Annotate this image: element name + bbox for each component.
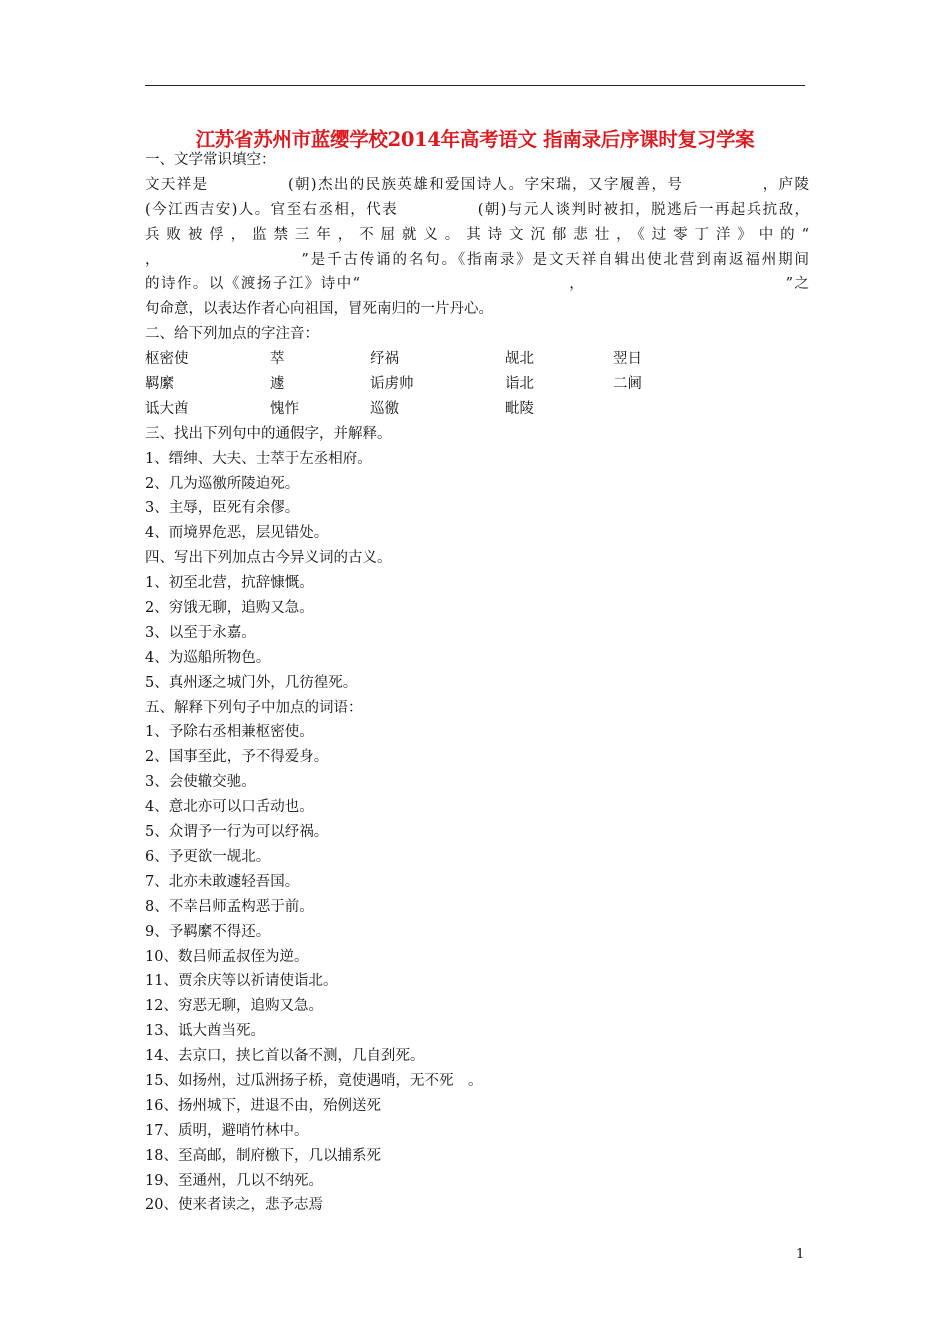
list-item: 2、国事至此，予不得爱身。 [145, 749, 329, 766]
list-item: 4、意北亦可以口舌动也。 [145, 799, 314, 816]
document-body [145, 148, 809, 1218]
document-title: 江苏省苏州市蓝缨学校2014年高考语文 指南录后序课时复习学案 [195, 128, 755, 151]
list-item: 4、而境界危恶，层见错处。 [145, 525, 329, 542]
pinyin-word: 纾祸 [370, 351, 399, 368]
list-item: 19、至通州，几以不纳死。 [145, 1172, 323, 1189]
list-item: 5、真州逐之城门外，几彷徨死。 [145, 674, 358, 691]
list-item: 14、去京口，挟匕首以备不测，几自刭死。 [145, 1048, 425, 1065]
pinyin-word: 枢密使 [145, 351, 189, 368]
list-item: 5、众谓予一行为可以纾祸。 [145, 824, 329, 841]
pinyin-word [613, 397, 733, 422]
header-rule [145, 85, 805, 86]
section-heading-2: 二、给下列加点的字注音： [145, 326, 319, 343]
list-item: 7、北亦未敢遽轻吾国。 [145, 873, 300, 890]
list-item: 4、为巡船所物色。 [145, 649, 271, 666]
pinyin-word: 羁縻 [145, 376, 174, 393]
pinyin-word: 遽 [270, 376, 285, 393]
list-item: 12、穷恶无聊，追购又急。 [145, 998, 323, 1015]
section-heading-1: 一、文学常识填空： [145, 152, 276, 168]
list-item: 9、予羁縻不得还。 [145, 923, 271, 940]
pinyin-word: 翌日 [613, 351, 642, 368]
paragraph-line: 文天祥是 (朝)杰出的民族英雄和爱国诗人。字宋瑞，又字履善，号 ，庐陵 [145, 176, 809, 193]
list-item: 20、使来者读之，悲予志焉 [145, 1197, 323, 1214]
section-heading-4: 四、写出下列加点古今异义词的古义。 [145, 550, 392, 567]
list-item: 16、扬州城下，进退不由，殆例送死 [145, 1097, 381, 1114]
pinyin-word: 诟虏帅 [370, 376, 414, 393]
list-item: 1、予除右丞相兼枢密使。 [145, 724, 314, 741]
pinyin-word: 觇北 [505, 351, 534, 368]
paragraph-line: 兵败被俘，监禁三年，不屈就义。其诗文沉郁悲壮，《过零丁洋》中的“ [145, 226, 809, 243]
pinyin-row [145, 397, 809, 422]
page-number: 1 [796, 1247, 805, 1262]
pinyin-word: 巡徼 [370, 400, 399, 417]
list-item: 18、至高邮，制府檄下，几以捕系死 [145, 1147, 381, 1164]
paragraph-line: ， ”是千古传诵的名句。《指南录》是文天祥自辑出使北营到南返福州期间 [145, 251, 809, 268]
list-item: 15、如扬州，过瓜洲扬子桥，竟使遇哨，无不死 。 [145, 1072, 483, 1089]
paragraph-line: 的诗作。以《渡扬子江》诗中“ ， ”之 [145, 276, 809, 293]
pinyin-word: 诋大酋 [145, 400, 189, 417]
list-item: 3、主辱，臣死有余僇。 [145, 500, 300, 517]
pinyin-word: 二阃 [613, 376, 642, 393]
pinyin-row [145, 347, 809, 372]
list-item: 2、几为巡徼所陵迫死。 [145, 475, 300, 492]
paragraph-line: (今江西吉安)人。官至右丞相，代表 (朝)与元人谈判时被扣，脱逃后一再起兵抗敌， [145, 201, 809, 218]
list-item: 10、数吕师孟叔侄为逆。 [145, 948, 309, 965]
list-item: 1、缙绅、大夫、士萃于左丞相府。 [145, 450, 372, 467]
list-item: 2、穷饿无聊，追购又急。 [145, 600, 314, 617]
paragraph-line: 句命意，以表达作者心向祖国，冒死南归的一片丹心。 [145, 301, 493, 318]
list-item: 17、质明，避哨竹林中。 [145, 1122, 309, 1139]
pinyin-word: 毗陵 [505, 400, 534, 417]
pinyin-word: 萃 [270, 351, 285, 368]
list-item: 3、以至于永嘉。 [145, 624, 256, 641]
section1-paragraph [145, 173, 809, 322]
pinyin-word: 愧怍 [270, 400, 299, 417]
list-item: 8、不幸吕师孟构恶于前。 [145, 898, 314, 915]
list-item: 1、初至北营，抗辞慷慨。 [145, 575, 314, 592]
pinyin-row [145, 372, 809, 397]
pinyin-word: 诣北 [505, 376, 534, 393]
list-item: 3、会使辙交驰。 [145, 774, 256, 791]
section-heading-3: 三、找出下列句中的通假字，并解释。 [145, 425, 392, 442]
list-item: 11、贾余庆等以祈请使诣北。 [145, 973, 338, 990]
list-item: 6、予更欲一觇北。 [145, 848, 271, 865]
section-heading-5: 五、解释下列句子中加点的词语： [145, 699, 363, 716]
list-item: 13、诋大酋当死。 [145, 1023, 265, 1040]
